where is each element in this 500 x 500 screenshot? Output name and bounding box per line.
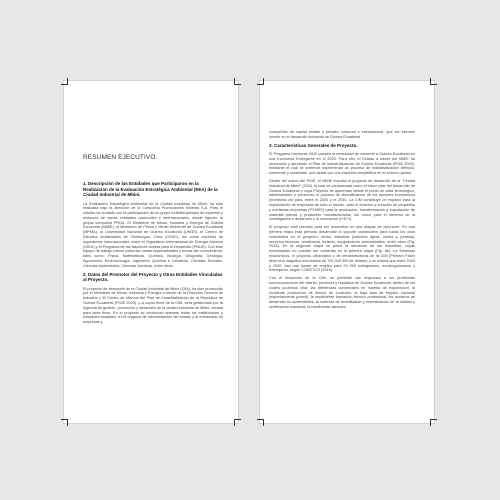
crop-mark (257, 78, 264, 85)
section-3-paragraph-3: El proyecto está previsto para ser acometido en dos etapas de ejecución. En una primera etapa está previsto desarrollar el soporte constructivo para todos los usos concebidos en el proyecto: sector industrial (industria ligera, media y pesada), servicios técnicos, residencial, turismo, equipamiento administrativo, entre otros (Fig. 2016). En la segunda etapa se prevé la ubicación de las industrias, cuyas necesidades no puedan ser cubiertas en la primera etapa (Fig. de). La Sistemas económicos, el proyecto urbanístico y de infraestructuras de la CIM (Primera Fase) tiene una magnitud económica de 700 000 000 de dólares, y se estima que entre 2020 y 2030, esa una fuente de empleo para 20 000 trabajadores, ecuatoguineanos y extranjeros, según COEETCO (2016). (269, 225, 415, 273)
section-3-paragraph-2: Dentro del marco del PIGE, el MMIE impulsa el proyecto de desarrollo de la "Ciudad Industrial de Mbini" (CIM), la cual se considerada como el futuro pilar del desarrollo de Guinea Ecuatorial y cuya Proyecto se aparentan desde el punto de vista tecnológico, administrativo y comercial, el proceso de diversificación de los sectores económicos prioritarios del país, entre el 2020 y el 2030. La CIM constituye un espacio para la implantación de empresas de todo el mundo, para el fomento y creación de pequeñas y medianas empresas (PYMES) para la producción, transformación y exportación de materias primas y productos manufacturados, así como para el fomento de la investigación e desarrollo y la innovación (I+D+I). (269, 179, 415, 222)
right-page (260, 81, 434, 423)
section-3-paragraph-1: El Programa Horizonte 2020 plantea la necesidad de convertir a Guinea Ecuatorial en una Economía Emergente en el 2020. Para ello, el Estado a través del MMIE ha promovido y aprobado el Plan de Industrialización de Guinea Ecuatorial (PIGE 2020), mediante el cual se pretende implementar un proceso de industrialización definido, coherente y sostenible, que ajuste por una industria competitiva en el entorno global. (269, 152, 415, 176)
crop-mark (234, 78, 241, 85)
right-page-column (269, 130, 415, 313)
section-1-heading: 1. Descripción de las Entidades que Participaron en la Realización de la Evaluación Estratégica Ambiental (EEA) de la Ciudad Industrial de Mbini. (83, 181, 218, 197)
section-3-paragraph-4: Con el desarrollo de la CIM, se pretende dar respuesta a los problemas socioeconómicos del distrito, provincia y república de Guinea Ecuatorial, dentro de los cuales podemos citar: las diferencias comerciales en materia de exportación, la incipiente producción de bienes de consumo, la baja tasa de empleo nacional (especialmente juvenil), la insuficiente formación técnico profesional, los modelos de desarrollo no sustentables, la carencia de acreditación y normalización de la calidad y certificación industrial, la insuficiente atención (269, 276, 415, 309)
left-page (64, 81, 238, 423)
section-2-paragraph: El proyecto de desarrollo de la Ciudad Industrial de Mbini (CIM), ha sido promovido por el Ministerio de Minas, Industria y Energía a través de la Dirección General de Industria y El Centro de Marcos del Plan de Industrialización de la República de Guinea Ecuatorial (PIGE 2020), y a cuyos fines de la CIM, será gestionado por la Agencia de gestión, promoción y desarrollo de la ciudad industrial de Mbini, creada para tales fines. En el proyecto se involucran además todas las instituciones y entidades estatales, a los órganos de administración del estado y al entramado de empresas y (83, 286, 223, 325)
crop-mark (234, 419, 241, 426)
section-1-paragraph: La Evaluación Estratégica Ambiental de la Ciudad Industrial de Mbini, ha sido realizada bajo la dirección de la Compañía Promociones Mineras S.A. Para el estudio ha contado con la participación de un grupo multidisciplinario de expertos y revisores de varias entidades nacionales e internacionales, donde figuran: la propia compañía PROA, El Ministerio de Minas, Industria y Energía de Guinea Ecuatorial (MMIE), el Ministerio de Pesca y Medio Ambiente de Guinea Ecuatorial (MPMA), la Universidad Nacional de Guinea Ecuatorial (UNGE), el Centro de Estudios Ambientales de Cienfuegos, Cuba (CEAC), así como expertos de organismos internacionales como el Organismo Internacional de Energía Atómica (OIEA) y el Programa de las Naciones Unidas para el Desarrollo (PNUD). Con éste equipo de trabajo fueron cubiertas varias especialidades y temas del conocimiento, tales como: Física, Matemáticas, Química, Biología, Geografía, Geología, Agronomía, Ecotoxicología, Ingeniería Química e Industrial, Ciencias Sociales, Ciencias Ambientales, Ciencias Jurídicas, entre otras. (83, 201, 223, 268)
intro-paragraph: compañías de capital estatal y privado; nacional e internacional, que les interese invertir en el desarrollo industrial de Guinea Ecuatorial. (269, 130, 415, 139)
section-2-heading: 2. Datos del Promotor del Proyecto y Otras Entidades Vinculadas al Proyecto. (83, 271, 223, 283)
left-page-column (83, 154, 223, 328)
crop-mark (430, 78, 437, 85)
crop-mark (430, 419, 437, 426)
crop-mark (61, 419, 68, 426)
section-3-heading: 3. Características Generales de Proyecto. (269, 142, 358, 148)
crop-mark (257, 419, 264, 426)
document-title: RESUMEN EJECUTIVO. (83, 154, 158, 161)
crop-mark (61, 78, 68, 85)
